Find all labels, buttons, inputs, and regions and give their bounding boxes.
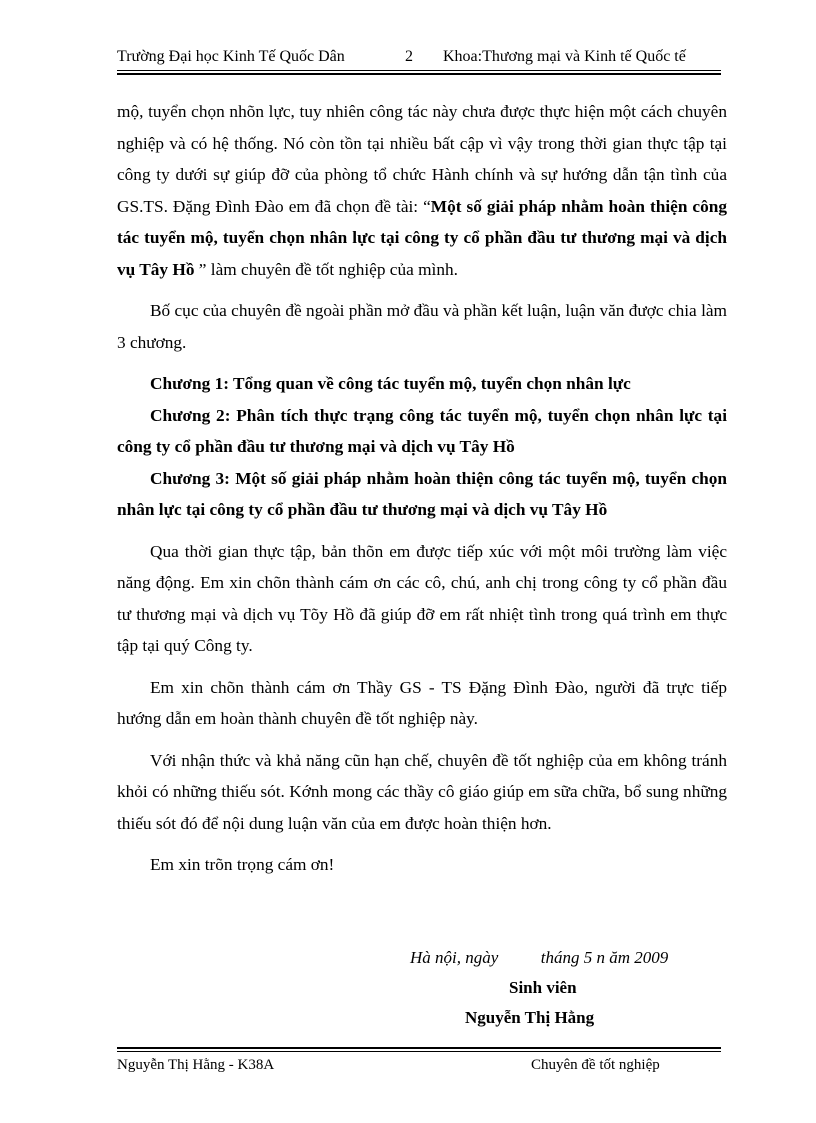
chapter-2: Chương 2: Phân tích thực trạng công tác tuyển mộ, tuyển chọn nhân lực tại công ty cổ phần đầu tư thương mại và dịch vụ Tây Hồ (117, 405, 727, 456)
paragraph-thanks-advisor: Em xin chõn thành cám ơn Thầy GS - TS Đặng Đình Đào, người đã trực tiếp hướng dẫn em hoàn thành chuyên đề tốt nghiệp này. (117, 677, 727, 728)
footer-rule-thick (117, 1047, 721, 1049)
document-body (117, 96, 727, 881)
paragraph-thanks-company: Qua thời gian thực tập, bản thõn em được tiếp xúc với một môi trường làm việc năng động. Em xin chõn thành cám ơn các cô, chú, anh chị trong công ty cổ phần đầu tư thương mại và dịch vụ Tõy Hồ đã giúp đỡ em rất nhiệt tình trong quá trình em thực tập tại quý Công ty. (117, 541, 727, 655)
footer-author: Nguyễn Thị Hằng - K38A (117, 1057, 275, 1073)
footer-doc-type: Chuyên đề tốt nghiệp (531, 1057, 660, 1073)
paragraph-structure: Bố cục của chuyên đề ngoài phần mở đầu và phần kết luận, luận văn được chia làm 3 chương. (117, 301, 727, 352)
header-rule-thick (117, 73, 721, 75)
header-faculty: Khoa:Thương mại và Kinh tế Quốc tế (443, 48, 686, 65)
header-rule-thin (117, 70, 721, 71)
chapter-3: Chương 3: Một số giải pháp nhằm hoàn thiện công tác tuyển mộ, tuyển chọn nhân lực tại công ty cổ phần đầu tư thương mại và dịch vụ Tây Hồ (117, 468, 727, 519)
chapter-1: Chương 1: Tổng quan về công tác tuyển mộ, tuyển chọn nhân lực (150, 374, 631, 393)
intro-text-start: mộ, tuyển chọn nhõn lực, tuy nhiên công tác này chưa được thực hiện một cách chuyên nghiệp và có hệ thống. Nó còn tồn tại nhiều bất cập vì vậy trong thời gian thực tập tại công ty dưới sự giúp đỡ của phòng tổ chức Hành chính và sự hướng dẫn tận tình của GS.TS. Đặng Đình Đào em đã chọn đề tài: “ (117, 102, 727, 216)
footer-rule-thin (117, 1051, 721, 1052)
paragraph-limitations: Với nhận thức và khả năng cũn hạn chế, chuyên đề tốt nghiệp của em không tránh khỏi có những thiếu sót. Kớnh mong các thầy cô giáo giúp em sữa chữa, bổ sung những thiếu sót đó để nội dung luận văn của em được hoàn thiện hơn. (117, 750, 727, 833)
signature-date: Hà nội, ngày tháng 5 n ăm 2009 (410, 948, 669, 967)
signature-role: Sinh viên (509, 978, 577, 997)
page-header (117, 46, 719, 70)
signature-name: Nguyễn Thị Hằng (465, 1008, 595, 1027)
paragraph-closing: Em xin trõn trọng cám ơn! (150, 855, 335, 874)
header-page-number: 2 (405, 48, 413, 65)
paragraph-intro (117, 96, 727, 285)
intro-text-end: ” làm chuyên đề tốt nghiệp của mình. (194, 259, 458, 279)
header-school: Trường Đại học Kinh Tế Quốc Dân (117, 48, 345, 65)
thesis-title: Một số giải pháp nhằm hoàn thiện công tác tuyển mộ, tuyển chọn nhân lực tại công ty cổ phần đầu tư thương mại và dịch vụ Tây Hồ (117, 196, 727, 279)
